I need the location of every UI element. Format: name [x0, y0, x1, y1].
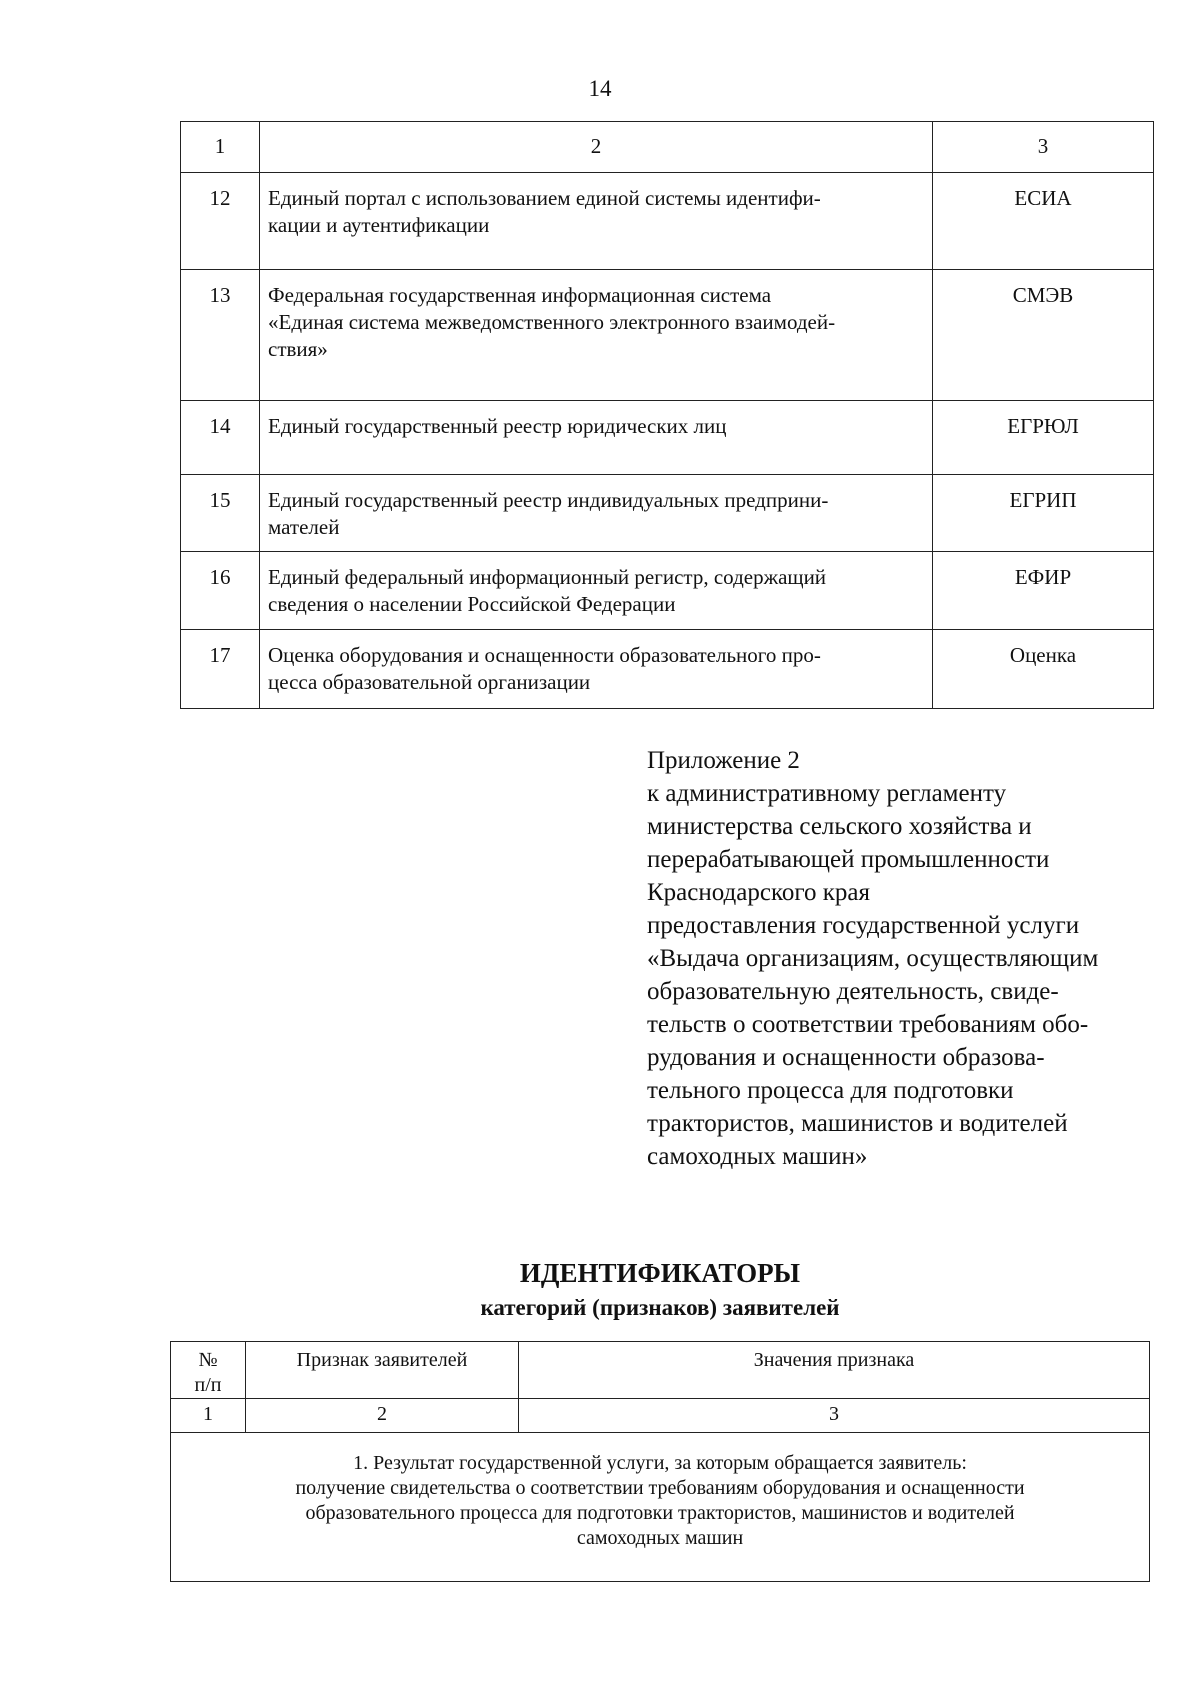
table-row — [181, 475, 1154, 552]
column-number-3: 3 — [519, 1399, 1150, 1433]
column-number-3: 3 — [933, 122, 1154, 173]
row-number: 15 — [181, 475, 260, 552]
table-header-row — [171, 1342, 1150, 1399]
appendix-line: тельств о соответствии требованиям обо- — [647, 1011, 1089, 1038]
table-row — [181, 173, 1154, 270]
row-abbreviation: ЕГРЮЛ — [933, 401, 1154, 475]
appendix-line: Краснодарского края — [647, 879, 870, 906]
row-number: 12 — [181, 173, 260, 270]
row-name: Оценка оборудования и оснащенности образовательного про- цесса образовательной организации — [260, 630, 933, 709]
row-name: Единый государственный реестр индивидуальных предприни- мателей — [260, 475, 933, 552]
appendix-line: «Выдача организациям, осуществляющим — [647, 945, 1099, 972]
column-number-2: 2 — [246, 1399, 519, 1433]
appendix-note — [647, 744, 1167, 1173]
appendix-line: к административному регламенту — [647, 780, 1007, 807]
appendix-line: предоставления государственной услуги — [647, 912, 1080, 939]
row-name: Федеральная государственная информационная система «Единая система межведомственного электронного взаимодей- ствия» — [260, 270, 933, 401]
identifiers-table — [170, 1341, 1150, 1582]
row-name: Единый государственный реестр юридических лиц — [260, 401, 933, 475]
appendix-line: рудования и оснащенности образова- — [647, 1044, 1045, 1071]
row-abbreviation: ЕСИА — [933, 173, 1154, 270]
row-name: Единый портал с использованием единой системы идентифи- кации и аутентификации — [260, 173, 933, 270]
column-header-values: Значения признака — [519, 1342, 1150, 1399]
table-row — [181, 401, 1154, 475]
appendix-line: перерабатывающей промышленности — [647, 846, 1050, 873]
row-abbreviation: ЕГРИП — [933, 475, 1154, 552]
column-header-attribute: Признак заявителей — [246, 1342, 519, 1399]
row-number: 17 — [181, 630, 260, 709]
page-number: 14 — [588, 76, 612, 101]
row-abbreviation: СМЭВ — [933, 270, 1154, 401]
row-name: Единый федеральный информационный регистр, содержащий сведения о населении Российской Федерации — [260, 552, 933, 630]
appendix-line: Приложение 2 — [647, 747, 800, 774]
table-header-row — [181, 122, 1154, 173]
row-number: 16 — [181, 552, 260, 630]
appendix-line: образовательную деятельность, свиде- — [647, 978, 1059, 1005]
section-title: ИДЕНТИФИКАТОРЫ — [519, 1258, 801, 1288]
column-number-1: 1 — [181, 122, 260, 173]
appendix-line: тельного процесса для подготовки — [647, 1077, 1014, 1104]
section-subtitle: категорий (признаков) заявителей — [480, 1295, 840, 1320]
column-numbers-row — [171, 1399, 1150, 1433]
row-abbreviation: ЕФИР — [933, 552, 1154, 630]
abbreviations-table — [180, 121, 1154, 709]
row-number: 13 — [181, 270, 260, 401]
table-row — [181, 552, 1154, 630]
appendix-line: трактористов, машинистов и водителей — [647, 1110, 1068, 1137]
table-row — [171, 1433, 1150, 1582]
result-description: 1. Результат государственной услуги, за которым обращается заявитель: получение свидетельства о соответствии требованиям оборудования и оснащенности образовательного процесса для подготовки трактористов, машинистов и водителей самоходных машин — [171, 1433, 1150, 1582]
table-row — [181, 270, 1154, 401]
column-number-2: 2 — [260, 122, 933, 173]
column-number-1: 1 — [171, 1399, 246, 1433]
column-header-number: № п/п — [171, 1342, 246, 1399]
row-abbreviation: Оценка — [933, 630, 1154, 709]
appendix-line: министерства сельского хозяйства и — [647, 813, 1032, 840]
appendix-line: самоходных машин» — [647, 1143, 868, 1170]
row-number: 14 — [181, 401, 260, 475]
table-row — [181, 630, 1154, 709]
